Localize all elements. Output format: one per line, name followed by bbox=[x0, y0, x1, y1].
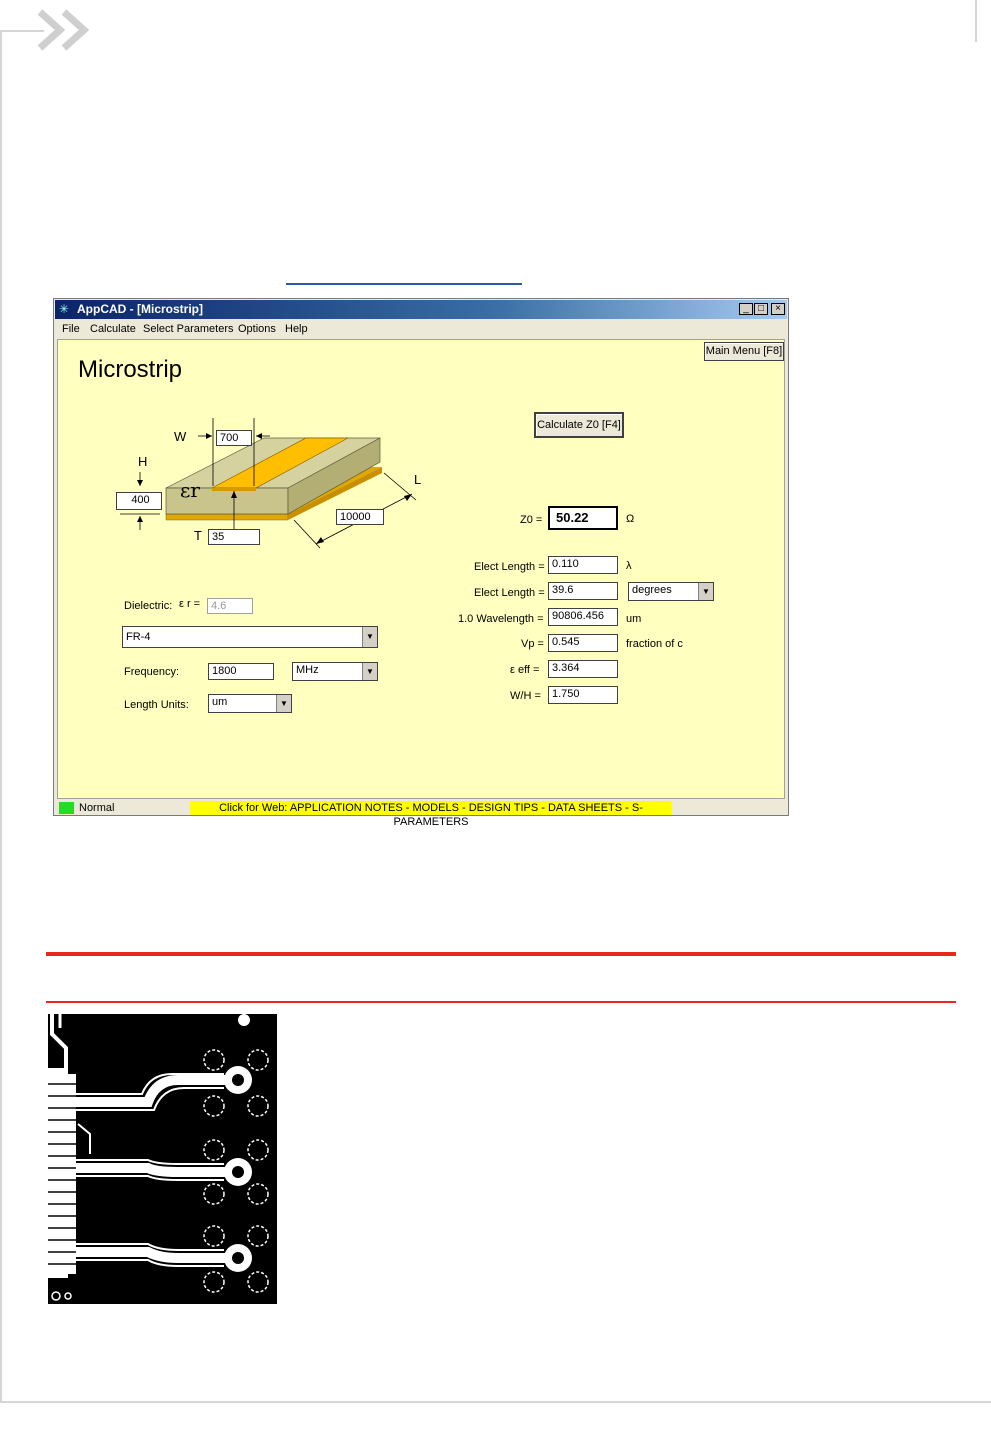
vp-unit: fraction of c bbox=[626, 638, 683, 650]
menu-bar bbox=[55, 320, 787, 338]
er-value-field: 4.6 bbox=[207, 598, 253, 614]
elect-length-label: Elect Length = bbox=[474, 561, 545, 573]
elect-length-lambda-output: 0.110 bbox=[548, 556, 618, 574]
epsilon-r-label: εr bbox=[180, 478, 200, 502]
close-button[interactable]: × bbox=[771, 303, 785, 315]
z0-label: Z0 = bbox=[520, 514, 543, 526]
vp-output: 0.545 bbox=[548, 634, 618, 652]
microstrip-diagram bbox=[116, 400, 436, 560]
web-links-bar[interactable]: Click for Web: APPLICATION NOTES - MODELS - DESIGN TIPS - DATA SHEETS - S-PARAMETERS bbox=[190, 801, 672, 815]
length-units-label: Length Units: bbox=[124, 699, 189, 711]
red-divider bbox=[46, 952, 956, 956]
calculate-z0-button[interactable]: Calculate Z0 [F4] bbox=[534, 412, 624, 438]
l-label: L bbox=[414, 472, 422, 487]
status-mode: Normal bbox=[79, 802, 115, 814]
page-title: Microstrip bbox=[78, 356, 183, 383]
wh-output: 1.750 bbox=[548, 686, 618, 704]
frequency-input[interactable]: 1800 bbox=[208, 663, 274, 680]
thickness-input[interactable]: 35 bbox=[208, 529, 260, 545]
title-bar bbox=[55, 300, 787, 319]
eeff-output: 3.364 bbox=[548, 660, 618, 678]
menu-select-parameters[interactable]: Select Parameters bbox=[143, 323, 234, 335]
hyperlink-underline[interactable] bbox=[286, 283, 522, 285]
angle-unit-select[interactable] bbox=[628, 582, 714, 601]
h-label: H bbox=[138, 454, 148, 469]
pcb-layout-image bbox=[48, 1014, 277, 1304]
corner-line bbox=[0, 30, 2, 1402]
t-label: T bbox=[194, 528, 202, 543]
menu-calculate[interactable]: Calculate bbox=[90, 323, 136, 335]
wh-label: W/H = bbox=[510, 690, 541, 702]
chevron-logo-icon bbox=[36, 6, 108, 56]
menu-file[interactable]: File bbox=[62, 323, 80, 335]
red-divider bbox=[46, 1001, 956, 1003]
chevron-down-icon[interactable]: ▼ bbox=[362, 627, 377, 647]
appcad-window bbox=[53, 298, 789, 828]
ohm-unit: Ω bbox=[626, 513, 635, 525]
main-menu-button[interactable]: Main Menu [F8] bbox=[704, 342, 784, 361]
status-indicator-icon bbox=[59, 802, 74, 814]
length-input[interactable]: 10000 bbox=[336, 509, 384, 525]
corner-line bbox=[975, 0, 977, 42]
eeff-label: ε eff = bbox=[510, 664, 540, 676]
elect-length-label: Elect Length = bbox=[474, 587, 545, 599]
menu-options[interactable]: Options bbox=[238, 323, 276, 335]
chevron-down-icon[interactable]: ▼ bbox=[276, 695, 291, 712]
frequency-label: Frequency: bbox=[124, 666, 180, 678]
footer-line bbox=[0, 1401, 991, 1403]
width-input[interactable]: 700 bbox=[216, 430, 252, 446]
menu-help[interactable]: Help bbox=[285, 323, 308, 335]
calculator-panel bbox=[57, 339, 785, 799]
vp-label: Vp = bbox=[521, 638, 544, 650]
frequency-unit-value: MHz bbox=[296, 664, 319, 676]
wavelength-output: 90806.456 bbox=[548, 608, 618, 626]
status-bar bbox=[57, 800, 785, 828]
lambda-unit: λ bbox=[626, 560, 632, 572]
chevron-down-icon[interactable]: ▼ bbox=[362, 663, 377, 680]
dielectric-material-value: FR-4 bbox=[126, 631, 151, 643]
minimize-button[interactable]: _ bbox=[739, 303, 753, 315]
frequency-unit-select[interactable] bbox=[292, 662, 378, 681]
angle-unit-value: degrees bbox=[632, 584, 672, 596]
appcad-icon: ✳ bbox=[59, 302, 70, 316]
dielectric-material-select[interactable] bbox=[122, 626, 378, 648]
wavelength-label: 1.0 Wavelength = bbox=[458, 613, 544, 625]
w-label: W bbox=[174, 429, 187, 444]
er-label: ε r = bbox=[179, 598, 201, 610]
length-units-value: um bbox=[212, 696, 228, 708]
z0-output: 50.22 bbox=[548, 506, 618, 530]
height-input[interactable]: 400 bbox=[116, 492, 162, 510]
wavelength-unit: um bbox=[626, 613, 642, 625]
elect-length-degrees-output: 39.6 bbox=[548, 582, 618, 600]
dielectric-label: Dielectric: bbox=[124, 600, 173, 612]
window-title: AppCAD - [Microstrip] bbox=[77, 302, 203, 316]
length-units-select[interactable] bbox=[208, 694, 292, 713]
maximize-button[interactable]: □ bbox=[754, 303, 768, 315]
chevron-down-icon[interactable]: ▼ bbox=[698, 583, 713, 600]
